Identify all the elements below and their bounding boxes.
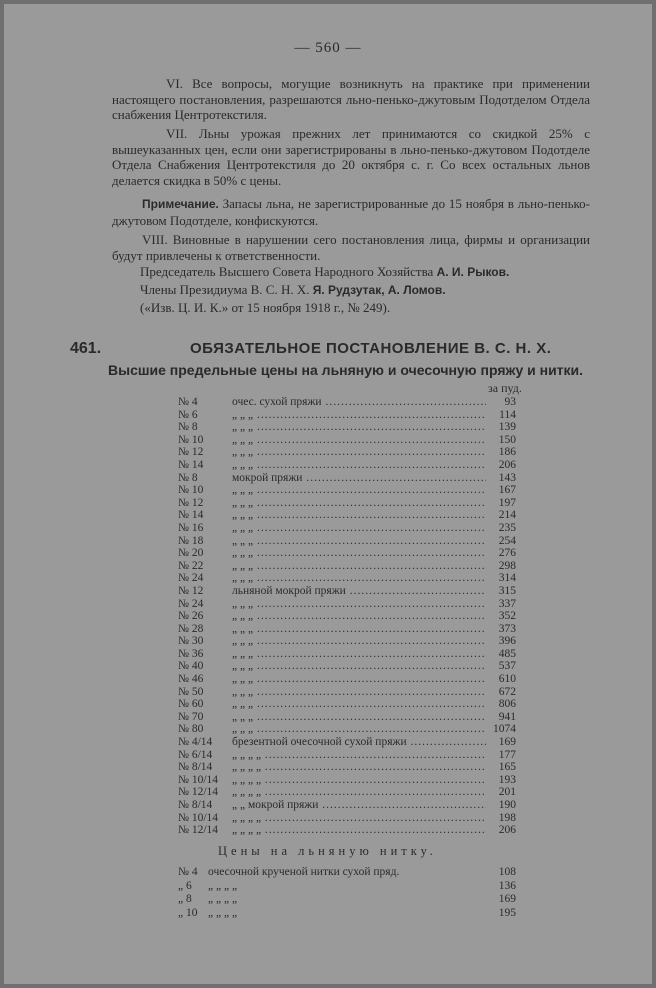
price-row xyxy=(178,560,528,573)
price-row xyxy=(178,774,528,787)
price-row xyxy=(178,880,528,894)
paragraph-viii: VIII. Виновные в нарушении сего постановления лица, фирмы и организации будут привлечены к ответственности. xyxy=(112,232,590,263)
row-number: № 18 xyxy=(178,534,204,547)
row-description: „ „ „ ..... xyxy=(232,484,486,497)
row-price: 254 xyxy=(498,534,516,547)
row-price: 190 xyxy=(498,799,516,811)
row-description: очесочной крученой нитки сухой пряд. xyxy=(208,866,400,878)
row-price: 169 xyxy=(498,893,516,905)
price-row xyxy=(178,535,528,548)
row-description: „ „ „ ..... xyxy=(232,434,486,447)
row-price: 165 xyxy=(498,761,516,774)
price-row xyxy=(178,698,528,711)
row-description: „ „ „ „ ..... xyxy=(232,749,486,762)
row-price: 214 xyxy=(498,509,516,522)
price-row xyxy=(178,686,528,699)
row-number: № 24 xyxy=(178,572,204,585)
row-number: № 26 xyxy=(178,610,204,623)
price-row xyxy=(178,522,528,535)
row-description: „ „ „ ..... xyxy=(232,610,486,623)
row-description: „ „ „ „ ..... xyxy=(232,786,486,799)
price-row xyxy=(178,711,528,724)
row-number: № 80 xyxy=(178,723,204,736)
row-price: 537 xyxy=(498,660,516,673)
price-row xyxy=(178,648,528,661)
row-number: № 10 xyxy=(178,484,204,497)
price-row xyxy=(178,409,528,422)
row-description: очес. сухой пряжи ..... xyxy=(232,396,486,409)
row-description: „ „ „ „ ..... xyxy=(232,824,486,837)
row-number: № 4 xyxy=(178,866,198,878)
row-number: № 10 xyxy=(178,433,204,446)
row-price: 941 xyxy=(498,710,516,723)
price-row xyxy=(178,824,528,837)
row-number: № 14 xyxy=(178,458,204,471)
note-text: Запасы льна, не зарегистрированные до 15 ноября в льно-пенько-джутовом Подотделе, конфискуются. xyxy=(112,196,590,228)
row-description: „ „ „ ..... xyxy=(232,711,486,724)
row-price: 201 xyxy=(498,786,516,799)
row-description: „ „ „ ..... xyxy=(232,547,486,560)
price-row xyxy=(178,572,528,585)
paragraph-vi: VI. Все вопросы, могущие возникнуть на практике при применении настоящего постановления, разрешаются льно-пенько-джутовым Подотделом Отдела снабжения Центротекстиля. xyxy=(112,76,590,122)
row-number: № 20 xyxy=(178,547,204,560)
row-description: „ „ „ ..... xyxy=(232,623,486,636)
row-number: № 6/14 xyxy=(178,748,213,761)
row-description: „ „ „ ..... xyxy=(232,635,486,648)
price-row xyxy=(178,610,528,623)
row-number: № 10/14 xyxy=(178,811,219,824)
row-number: № 16 xyxy=(178,521,204,534)
row-number: № 14 xyxy=(178,509,204,522)
paragraph-vii: VII. Льны урожая прежних лет принимаются со скидкой 25% с вышеуказанных цен, если они зарегистрированы в льно-пенько-джутовом Подотделе Отдела Снабжения Центротекстиля до 20 октября с. г. Со всех остальных льнов делается скидка в 50% с цены. xyxy=(112,126,590,188)
row-description: „ „ „ ..... xyxy=(232,698,486,711)
price-row xyxy=(178,723,528,736)
price-row xyxy=(178,893,528,907)
page-number: — 560 — xyxy=(294,40,362,56)
row-price: 136 xyxy=(498,879,516,892)
row-price: 193 xyxy=(498,773,516,786)
row-number: № 10/14 xyxy=(178,773,219,786)
row-description: брезентной очесочной сухой пряжи ..... xyxy=(232,736,486,749)
row-price: 197 xyxy=(498,496,516,509)
row-price: 143 xyxy=(498,471,516,484)
price-row xyxy=(178,459,528,472)
price-row xyxy=(178,484,528,497)
thread-section-title: Цены на льняную нитку. xyxy=(218,844,437,858)
row-number: „ 10 xyxy=(178,906,198,919)
row-description: „ „ „ ..... xyxy=(232,723,486,736)
thread-price-list xyxy=(178,866,528,920)
row-price: 139 xyxy=(498,421,516,434)
row-description: „ „ „ ..... xyxy=(232,572,486,585)
row-description: „ „ „ ..... xyxy=(232,497,486,510)
members-signature xyxy=(140,282,446,298)
price-row xyxy=(178,585,528,598)
price-row xyxy=(178,547,528,560)
row-description: „ „ „ ..... xyxy=(232,409,486,422)
row-number: № 6 xyxy=(178,408,198,421)
price-row xyxy=(178,736,528,749)
row-price: 373 xyxy=(498,622,516,635)
row-number: № 4 xyxy=(178,396,198,408)
row-number: № 4/14 xyxy=(178,736,213,749)
chair-name: А. И. Рыков. xyxy=(436,265,510,279)
price-row xyxy=(178,812,528,825)
price-row xyxy=(178,749,528,762)
row-description: „ „ „ „ xyxy=(208,879,238,892)
price-row xyxy=(178,907,528,921)
row-number: № 40 xyxy=(178,660,204,673)
row-price: 485 xyxy=(498,647,516,660)
row-price: 206 xyxy=(498,824,516,837)
row-number: № 8 xyxy=(178,421,198,434)
row-description: „ „ „ „ xyxy=(208,893,238,905)
row-number: „ 6 xyxy=(178,879,192,892)
row-price: 206 xyxy=(498,458,516,471)
price-row xyxy=(178,786,528,799)
row-number: № 22 xyxy=(178,559,204,572)
row-description: „ „ мокрой пряжи ..... xyxy=(232,799,486,812)
row-description: „ „ „ ..... xyxy=(232,421,486,434)
row-description: льняной мокрой пряжи ..... xyxy=(232,585,486,598)
row-price: 150 xyxy=(498,433,516,446)
row-description: „ „ „ „ ..... xyxy=(232,774,486,787)
row-price: 337 xyxy=(498,597,516,610)
row-description: „ „ „ ..... xyxy=(232,459,486,472)
row-price: 108 xyxy=(498,866,516,878)
row-price: 195 xyxy=(498,906,516,919)
row-description: „ „ „ ..... xyxy=(232,535,486,548)
note-paragraph xyxy=(112,196,590,228)
row-price: 177 xyxy=(498,748,516,761)
row-number: № 46 xyxy=(178,673,204,686)
row-price: 186 xyxy=(498,446,516,459)
row-description: „ „ „ ..... xyxy=(232,560,486,573)
row-number: № 12/14 xyxy=(178,786,219,799)
members-names: Я. Рудзутак, А. Ломов. xyxy=(312,283,446,297)
row-number: „ 8 xyxy=(178,893,192,905)
row-number: № 24 xyxy=(178,597,204,610)
row-number: № 12 xyxy=(178,496,204,509)
row-description: „ „ „ „ ..... xyxy=(232,812,486,825)
price-row xyxy=(178,472,528,485)
price-row xyxy=(178,598,528,611)
price-row xyxy=(178,761,528,774)
price-row xyxy=(178,660,528,673)
decree-number: 461. xyxy=(70,340,102,357)
row-price: 672 xyxy=(498,685,516,698)
row-price: 314 xyxy=(498,572,516,585)
row-description: „ „ „ ..... xyxy=(232,509,486,522)
row-description: „ „ „ ..... xyxy=(232,686,486,699)
row-number: № 36 xyxy=(178,647,204,660)
row-price: 806 xyxy=(498,698,516,711)
row-number: № 12 xyxy=(178,584,204,597)
price-row xyxy=(178,623,528,636)
row-description: мокрой пряжи ..... xyxy=(232,472,486,485)
row-price: 198 xyxy=(498,811,516,824)
row-price: 352 xyxy=(498,610,516,623)
price-row xyxy=(178,421,528,434)
price-unit: за пуд. xyxy=(488,381,522,395)
row-price: 396 xyxy=(498,635,516,648)
row-price: 276 xyxy=(498,547,516,560)
row-number: № 8/14 xyxy=(178,761,213,774)
price-row xyxy=(178,446,528,459)
price-row xyxy=(178,434,528,447)
note-label: Примечание. xyxy=(142,197,219,211)
row-description: „ „ „ ..... xyxy=(232,598,486,611)
row-price: 298 xyxy=(498,559,516,572)
row-price: 167 xyxy=(498,484,516,497)
row-price: 235 xyxy=(498,521,516,534)
row-number: № 30 xyxy=(178,635,204,648)
source-citation: («Изв. Ц. И. К.» от 15 ноября 1918 г., № 249). xyxy=(140,300,391,315)
row-description: „ „ „ ..... xyxy=(232,446,486,459)
row-price: 315 xyxy=(498,584,516,597)
row-price: 610 xyxy=(498,673,516,686)
row-number: № 12/14 xyxy=(178,824,219,837)
row-description: „ „ „ ..... xyxy=(232,648,486,661)
row-description: „ „ „ „ xyxy=(208,906,238,919)
price-row xyxy=(178,635,528,648)
row-description: „ „ „ ..... xyxy=(232,522,486,535)
chair-text: Председатель Высшего Совета Народного Хозяйства xyxy=(140,264,437,279)
row-number: № 8/14 xyxy=(178,799,213,811)
price-row xyxy=(178,866,528,880)
row-number: № 12 xyxy=(178,446,204,459)
row-number: № 50 xyxy=(178,685,204,698)
row-number: № 60 xyxy=(178,698,204,711)
row-price: 1074 xyxy=(493,723,516,736)
price-row xyxy=(178,673,528,686)
yarn-price-list xyxy=(178,396,528,837)
row-price: 93 xyxy=(504,396,516,408)
price-row xyxy=(178,497,528,510)
decree-title: ОБЯЗАТЕЛЬНОЕ ПОСТАНОВЛЕНИЕ В. С. Н. Х. xyxy=(190,340,552,357)
price-row xyxy=(178,396,528,409)
row-price: 114 xyxy=(499,408,516,421)
members-text: Члены Президиума В. С. Н. Х. xyxy=(140,282,313,297)
row-number: № 28 xyxy=(178,622,204,635)
row-description: „ „ „ ..... xyxy=(232,660,486,673)
price-row xyxy=(178,799,528,812)
chair-signature xyxy=(140,264,509,280)
decree-subtitle: Высшие предельные цены на льняную и очесочную пряжу и нитки. xyxy=(108,362,584,378)
row-price: 169 xyxy=(498,736,516,749)
row-number: № 70 xyxy=(178,710,204,723)
row-description: „ „ „ ..... xyxy=(232,673,486,686)
row-description: „ „ „ „ ..... xyxy=(232,761,486,774)
row-number: № 8 xyxy=(178,471,198,484)
price-row xyxy=(178,509,528,522)
